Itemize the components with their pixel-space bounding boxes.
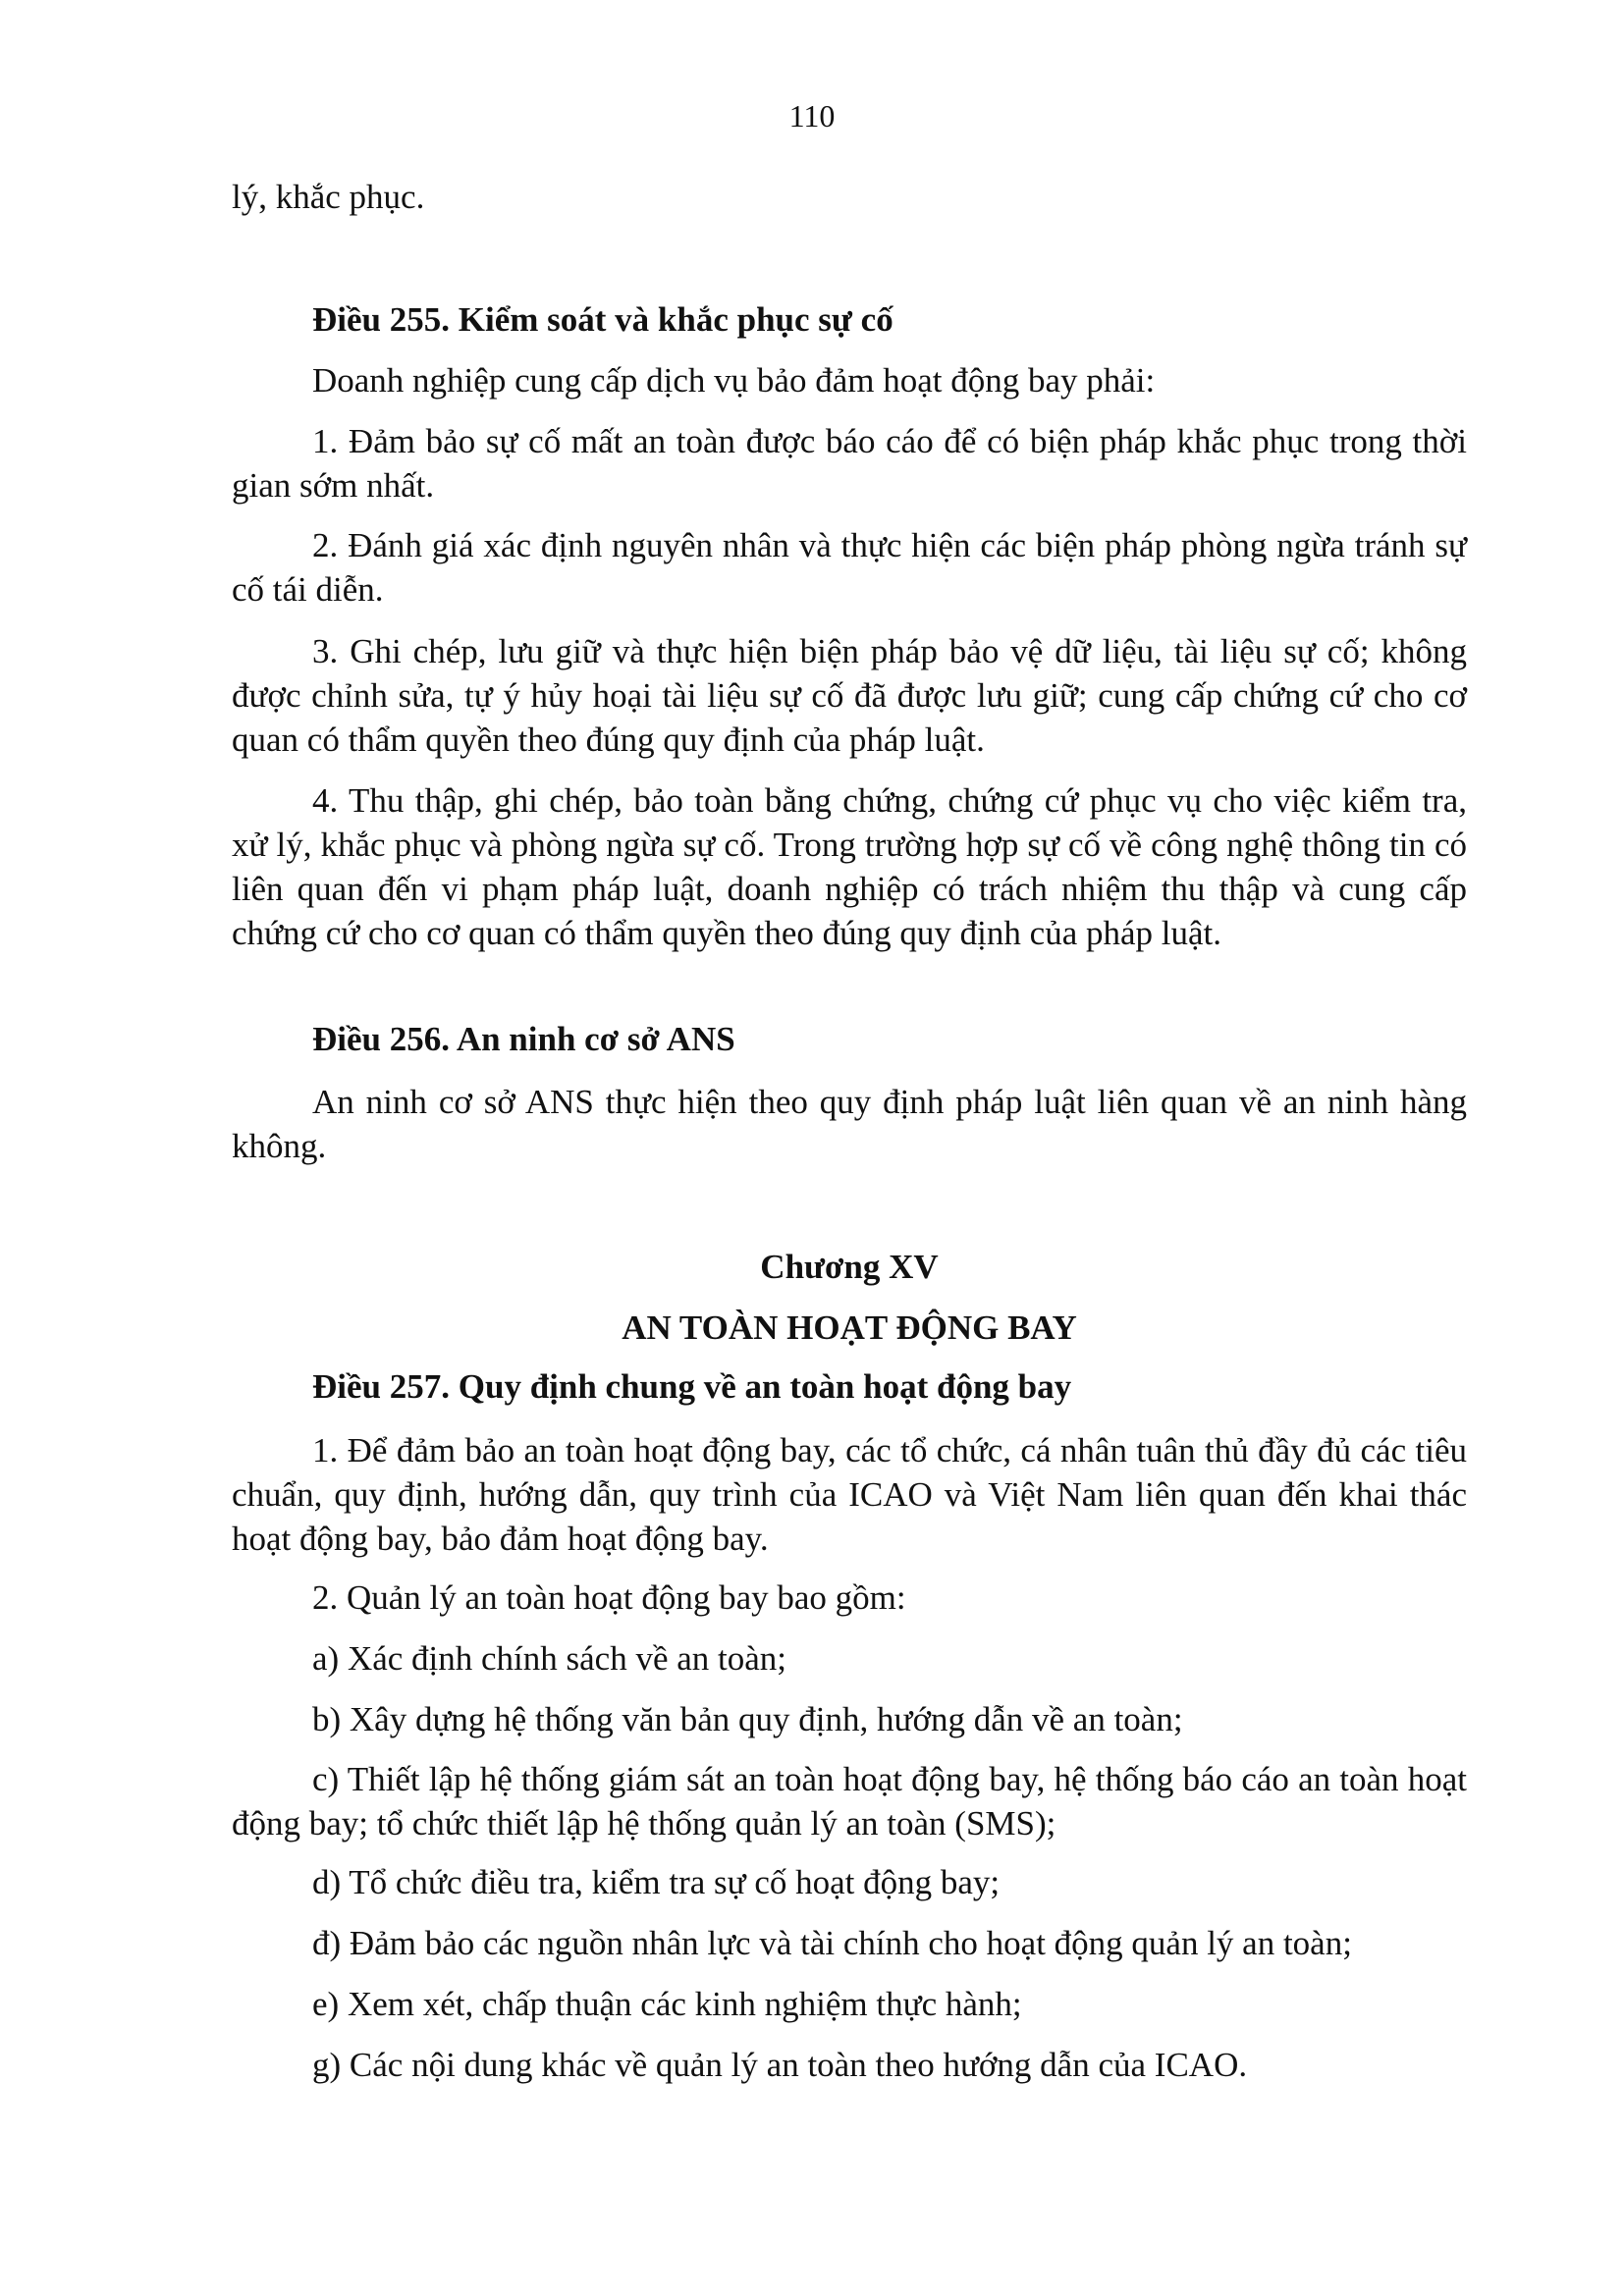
- article-257-item-1: 1. Để đảm bảo an toàn hoạt động bay, các tổ chức, cá nhân tuân thủ đầy đủ các tiêu chuẩn, quy định, hướng dẫn, quy trình của ICAO và Việt Nam liên quan đến khai thác hoạt động bay, bảo đảm hoạt động bay.: [232, 1431, 1467, 1558]
- article-255-intro-block: [232, 358, 1467, 402]
- chapter-title-block: [232, 1306, 1467, 1350]
- article-257-sub-item-b: b) Xây dựng hệ thống văn bản quy định, hướng dẫn về an toàn;: [312, 1700, 1183, 1738]
- article-256-title: Điều 256. An ninh cơ sở ANS: [312, 1020, 735, 1058]
- article-257-sub-item-c: c) Thiết lập hệ thống giám sát an toàn hoạt động bay, hệ thống báo cáo an toàn hoạt động bay; tổ chức thiết lập hệ thống quản lý an toàn (SMS);: [232, 1760, 1467, 1842]
- article-255: [232, 297, 1467, 342]
- article-257: [232, 1364, 1467, 1409]
- article-255-item-4-block: [232, 778, 1467, 955]
- article-255-item-3: 3. Ghi chép, lưu giữ và thực hiện biện pháp bảo vệ dữ liệu, tài liệu sự cố; không được chỉnh sửa, tự ý hủy hoại tài liệu sự cố đã được lưu giữ; cung cấp chứng cứ cho cơ quan có thẩm quyền theo đúng quy định của pháp luật.: [232, 632, 1467, 759]
- article-257-sub-b-block: [232, 1697, 1467, 1741]
- article-255-item-3-block: [232, 629, 1467, 762]
- article-256-body: An ninh cơ sở ANS thực hiện theo quy định pháp luật liên quan về an ninh hàng không.: [232, 1083, 1467, 1165]
- article-255-intro: Doanh nghiệp cung cấp dịch vụ bảo đảm hoạt động bay phải:: [312, 361, 1156, 400]
- article-257-sub-item-d: d) Tổ chức điều tra, kiểm tra sự cố hoạt động bay;: [312, 1863, 1001, 1901]
- article-257-title: Điều 257. Quy định chung về an toàn hoạt động bay: [312, 1367, 1072, 1406]
- article-257-sub-dd-block: [232, 1921, 1467, 1965]
- chapter-heading: [232, 1245, 1467, 1289]
- article-255-item-2-block: [232, 523, 1467, 612]
- article-257-item-2-block: [232, 1575, 1467, 1620]
- article-257-sub-c-block: [232, 1757, 1467, 1845]
- article-255-item-1-block: [232, 419, 1467, 507]
- article-257-item-2: 2. Quản lý an toàn hoạt động bay bao gồm:: [312, 1578, 906, 1617]
- page-number: 110: [788, 98, 836, 133]
- article-255-title: Điều 255. Kiểm soát và khắc phục sự cố: [312, 300, 893, 339]
- article-257-sub-e-block: [232, 1982, 1467, 2026]
- article-257-sub-item-dd: đ) Đảm bảo các nguồn nhân lực và tài chính cho hoạt động quản lý an toàn;: [312, 1924, 1352, 1962]
- article-255-item-2: 2. Đánh giá xác định nguyên nhân và thực hiện các biện pháp phòng ngừa tránh sự cố tái diễn.: [232, 526, 1467, 609]
- chapter-title: AN TOÀN HOẠT ĐỘNG BAY: [622, 1308, 1077, 1347]
- article-257-sub-g-block: [232, 2043, 1467, 2087]
- article-257-sub-item-e: e) Xem xét, chấp thuận các kinh nghiệm thực hành;: [312, 1985, 1022, 2023]
- continuation-text-block: [232, 175, 1467, 219]
- article-257-sub-item-g: g) Các nội dung khác về quản lý an toàn theo hướng dẫn của ICAO.: [312, 2046, 1248, 2084]
- article-257-sub-item-a: a) Xác định chính sách về an toàn;: [312, 1639, 787, 1678]
- article-257-sub-d-block: [232, 1860, 1467, 1904]
- article-255-item-4: 4. Thu thập, ghi chép, bảo toàn bằng chứng, chứng cứ phục vụ cho việc kiểm tra, xử lý, khắc phục và phòng ngừa sự cố. Trong trường hợp sự cố về công nghệ thông tin có liên quan đến vi phạm pháp luật, doanh nghiệp có trách nhiệm thu thập và cung cấp chứng cứ cho cơ quan có thẩm quyền theo đúng quy định của pháp luật.: [232, 781, 1467, 952]
- article-256: [232, 1017, 1467, 1061]
- article-256-body-block: [232, 1080, 1467, 1168]
- article-257-item-1-block: [232, 1428, 1467, 1561]
- article-257-sub-a-block: [232, 1636, 1467, 1681]
- continuation-text: lý, khắc phục.: [232, 178, 425, 216]
- article-255-item-1: 1. Đảm bảo sự cố mất an toàn được báo cáo để có biện pháp khắc phục trong thời gian sớm nhất.: [232, 422, 1467, 505]
- chapter-number: Chương XV: [760, 1248, 939, 1286]
